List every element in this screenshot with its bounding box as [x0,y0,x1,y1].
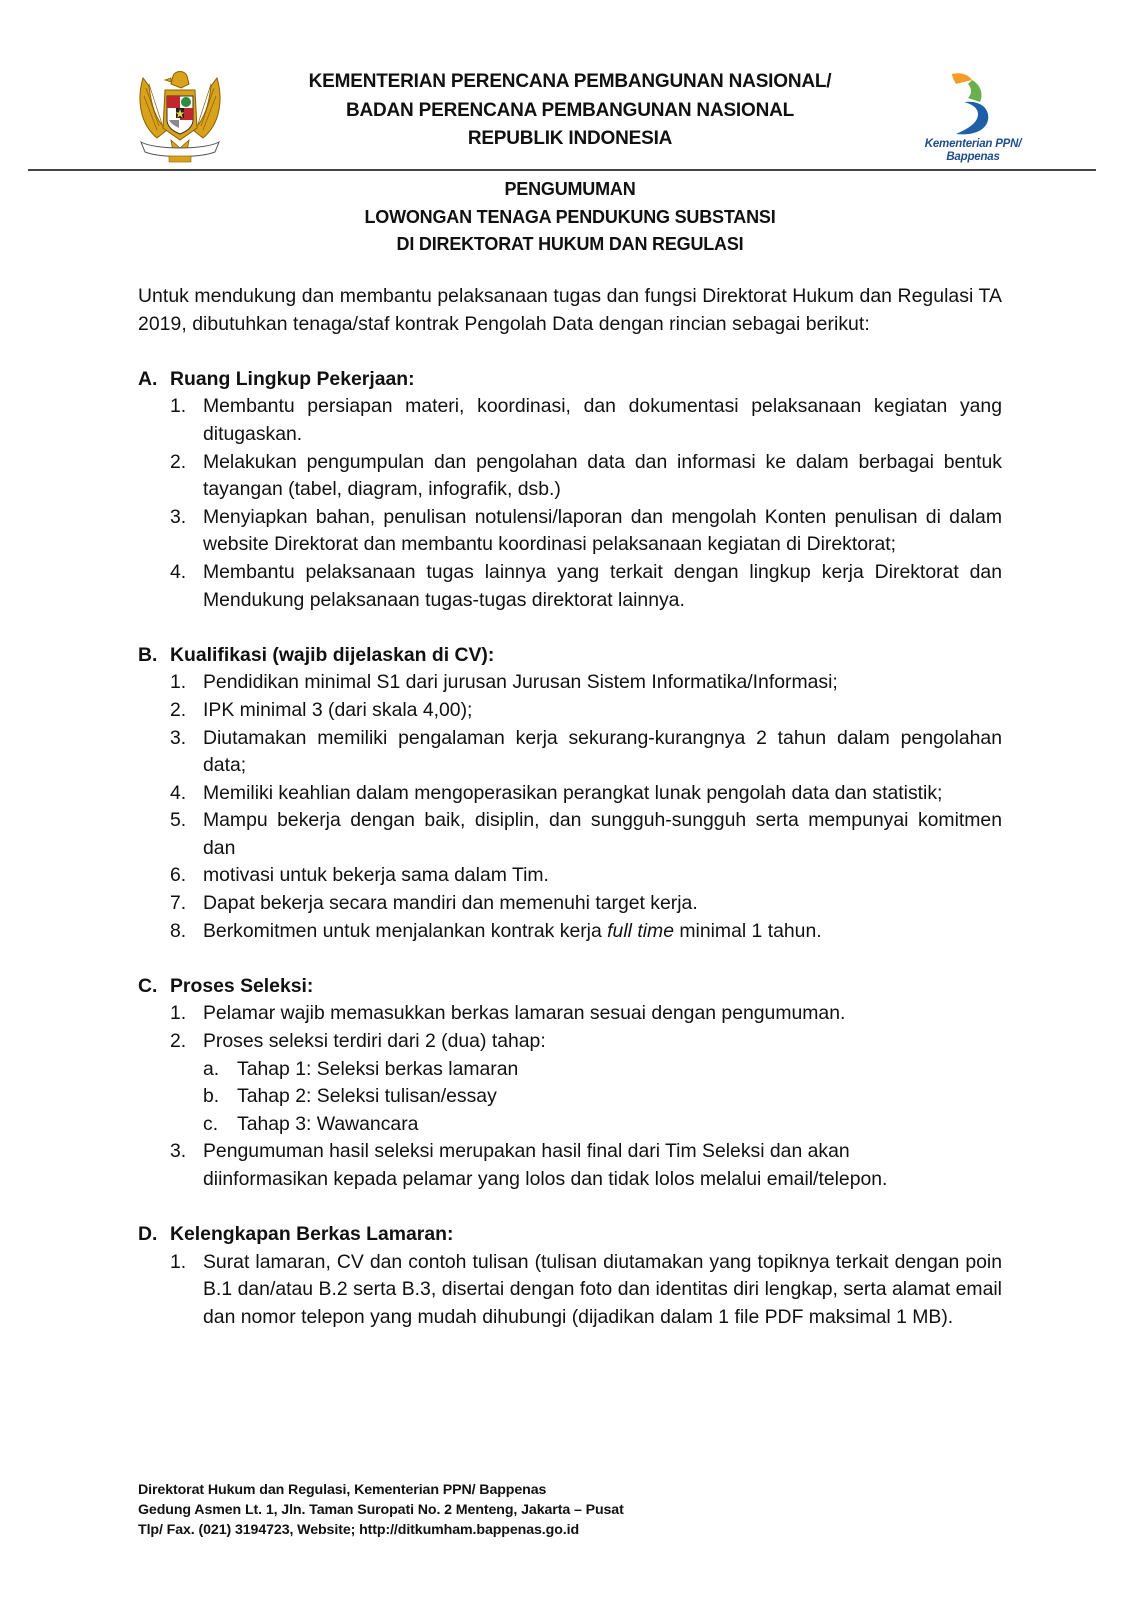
ministry-header [250,68,890,154]
section-selection-process [138,973,1002,1194]
bappenas-logo [918,72,1028,167]
sub-list-item: b. Tahap 2: Seleksi tulisan/essay [203,1085,497,1108]
list-item: 7. Dapat bekerja secara mandiri dan memenuhi target kerja. [170,892,698,915]
section-qualifications [138,642,1002,946]
list-item: 3. Menyiapkan bahan, penulisan notulensi/laporan dan mengolah Konten penulisan di dalam website Direktorat dan membantu koordinasi pelaksanaan kegiatan di Direktorat; [170,505,1002,556]
title-line: LOWONGAN TENAGA PENDUKUNG SUBSTANSI [364,206,776,227]
announcement-title [250,176,890,259]
bappenas-caption: Kementerian PPN/ Bappenas [924,138,1022,163]
header-divider [28,169,1096,171]
announcement-body [138,283,1002,1332]
intro-paragraph: Untuk mendukung dan membantu pelaksanaan tugas dan fungsi Direktorat Hukum dan Regulasi TA 2019, dibutuhkan tenaga/staf kontrak Pengolah Data dengan rincian sebagai berikut: [138,285,1002,335]
list-item: 1. Pelamar wajib memasukkan berkas lamaran sesuai dengan pengumuman. [170,1002,846,1025]
footer-line: Direktorat Hukum dan Regulasi, Kementerian PPN/ Bappenas [138,1482,547,1498]
ministry-line: BADAN PERENCANA PEMBANGUNAN NASIONAL [345,99,795,121]
section-heading: B. Kualifikasi (wajib dijelaskan di CV): [138,643,495,666]
section-heading: D. Kelengkapan Berkas Lamaran: [138,1223,454,1246]
list-item: 1. Surat lamaran, CV dan contoh tulisan (tulisan diutamakan yang topiknya terkait dengan poin B.1 dan/atau B.2 serta B.3, disertai dengan foto dan identitas diri lengkap, serta alamat email dan nomor telepon yang mudah dihubungi (dijadikan dalam 1 file PDF maksimal 1 MB). [170,1250,1002,1328]
title-line: PENGUMUMAN [504,179,636,199]
section-application-documents [138,1221,1002,1331]
selection-stages [138,1056,1002,1139]
list-item: 6. motivasi untuk bekerja sama dalam Tim. [170,864,549,887]
sub-list-item: c. Tahap 3: Wawancara [203,1112,419,1135]
list-item: 8. Berkomitmen untuk menjalankan kontrak kerja full time minimal 1 tahun. [170,919,822,942]
list-item: 1. Membantu persiapan materi, koordinasi, dan dokumentasi pelaksanaan kegiatan yang ditugaskan. [170,395,1002,445]
section-heading: A. Ruang Lingkup Pekerjaan: [138,367,415,390]
list-item: 3. Pengumuman hasil seleksi merupakan hasil final dari Tim Seleksi dan akan diinformasikan kepada pelamar yang lolos dan tidak lolos melalui email/telepon. [170,1140,888,1190]
list-item: 2. Proses seleksi terdiri dari 2 (dua) tahap: [170,1030,546,1053]
list-item: 2. IPK minimal 3 (dari skala 4,00); [170,698,473,721]
ministry-line: KEMENTERIAN PERENCANA PEMBANGUNAN NASIONAL/ [308,71,832,92]
section-heading: C. Proses Seleksi: [138,974,314,997]
list-item: 5. Mampu bekerja dengan baik, disiplin, dan sungguh-sungguh serta mempunyai komitmen dan [170,809,1002,859]
ministry-line: REPUBLIK INDONESIA [467,128,673,149]
footer-address [138,1480,838,1540]
footer-line: Gedung Asmen Lt. 1, Jln. Taman Suropati No. 2 Menteng, Jakarta – Pusat [138,1502,624,1518]
title-line: DI DIREKTORAT HUKUM DAN REGULASI [396,234,744,254]
list-item: 2. Melakukan pengumpulan dan pengolahan data dan informasi ke dalam berbagai bentuk tayangan (tabel, diagram, infografik, dsb.) [170,450,1002,501]
list-item: 4. Membantu pelaksanaan tugas lainnya yang terkait dengan lingkup kerja Direktorat dan Mendukung pelaksanaan tugas-tugas direktorat lainnya. [170,560,1002,611]
garuda-emblem-icon [135,68,225,164]
list-item: 1. Pendidikan minimal S1 dari jurusan Jurusan Sistem Informatika/Informasi; [170,671,838,694]
sub-list-item: a. Tahap 1: Seleksi berkas lamaran [203,1057,519,1080]
section-scope-of-work [138,366,1002,614]
footer-line: Tlp/ Fax. (021) 3194723, Website; http://ditkumham.bappenas.go.id [138,1522,580,1538]
list-item: 3. Diutamakan memiliki pengalaman kerja sekurang-kurangnya 2 tahun dalam pengolahan data; [170,726,1002,777]
list-item: 4. Memiliki keahlian dalam mengoperasikan perangkat lunak pengolah data dan statistik; [170,781,943,804]
bappenas-logo-icon [946,72,996,136]
